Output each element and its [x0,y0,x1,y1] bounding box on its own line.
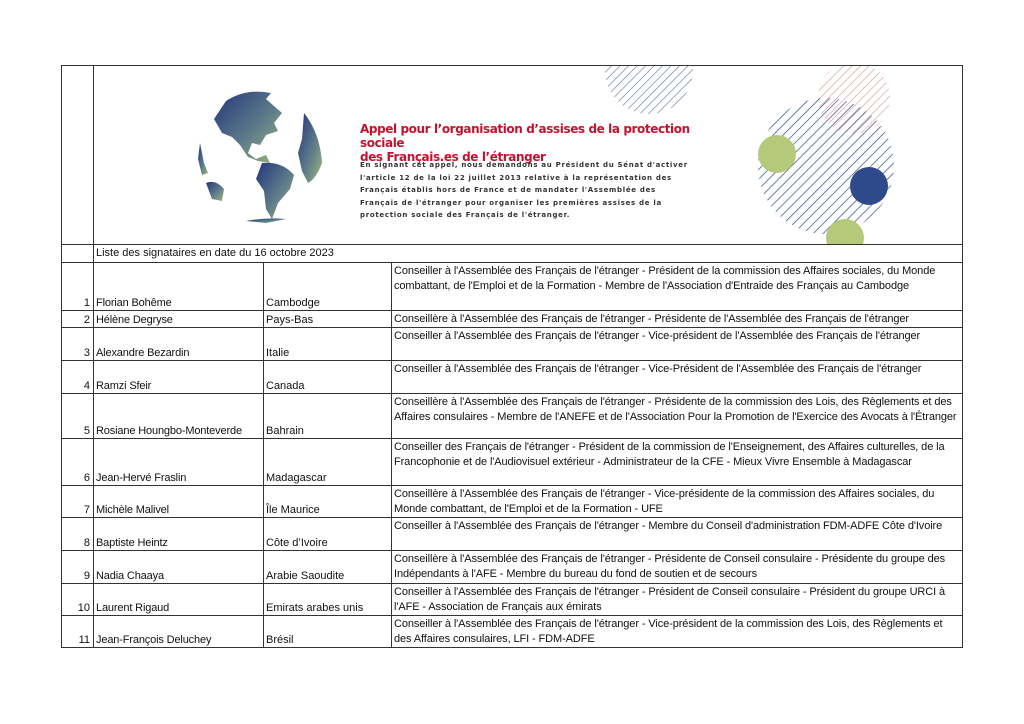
signatory-role: Conseillère à l'Assemblée des Français de l'étranger - Présidente de l'Assemblée des Français de l'étranger [392,311,963,328]
row-number: 1 [62,263,94,311]
signatory-country: Île Maurice [264,486,392,518]
signatory-role: Conseiller à l'Assemblée des Français de l'étranger - Vice-président de l'Assemblée des Français de l'étranger [392,328,963,361]
table-row [62,486,963,518]
signatory-country: Canada [264,361,392,394]
banner-cell [94,66,963,245]
table-row [62,439,963,486]
table-row [62,361,963,394]
signatory-name: Florian Bohême [94,263,264,311]
signatory-name: Alexandre Bezardin [94,328,264,361]
signatories-table [61,65,963,648]
table-row [62,551,963,584]
banner [94,66,962,244]
table-row [62,518,963,551]
banner-description: En signant cet appel, nous demandons au Président du Sénat d'activer l'article 12 de la loi 22 juillet 2013 relative à la représentation des Français établis hors de France et de mandater l'Assemblée des Français de l'étranger pour organiser les premières assises de la protection sociale des Français de l'étranger. [360,161,688,219]
signatory-name: Rosiane Houngbo-Monteverde [94,394,264,439]
banner-row [62,66,963,245]
signatory-role: Conseillère à l'Assemblée des Français de l'étranger - Présidente de la commission des Lois, des Règlements et des Affaires consulaires - Membre de l'ANEFE et de l'Association Pour la Promotion de l'Exercice des Avocats à l'Étranger [392,394,963,439]
table-row [62,584,963,616]
row-number: 6 [62,439,94,486]
signatory-role: Conseillère à l'Assemblée des Français de l'étranger - Présidente de Conseil consulaire - Présidente du groupe des Indépendants à l'AFE - Membre du bureau du fond de soutien et de secours [392,551,963,584]
row-number: 2 [62,311,94,328]
signatory-country: Brésil [264,616,392,648]
row-number: 3 [62,328,94,361]
signatory-role: Conseiller à l'Assemblée des Français de l'étranger - Président de la commission des Affaires sociales, du Monde combattant, de l'Emploi et de la Formation - Membre de l'Association d'Entraide des Français au Cambodge [392,263,963,311]
signatory-role: Conseillère à l'Assemblée des Français de l'étranger - Vice-présidente de la commission des Affaires sociales, du Monde combattant, de l'Emploi et de la Formation - UFE [392,486,963,518]
signatories-sheet [61,65,962,648]
table-row [62,394,963,439]
row-number: 8 [62,518,94,551]
signatory-role: Conseiller à l'Assemblée des Français de l'étranger - Vice-président de la commission des Lois, des Règlements et des Affaires consulaires, LFI - FDM-ADFE [392,616,963,648]
row-number: 10 [62,584,94,616]
signatory-country: Italie [264,328,392,361]
signatory-role: Conseiller à l'Assemblée des Français de l'étranger - Membre du Conseil d'administration FDM-ADFE Côte d'Ivoire [392,518,963,551]
signatory-name: Hélène Degryse [94,311,264,328]
row-number: 4 [62,361,94,394]
signatory-country: Madagascar [264,439,392,486]
row-number: 11 [62,616,94,648]
caption-row [62,245,963,263]
globe-icon [186,83,331,228]
banner-empty-cell [62,66,94,245]
signatory-role: Conseiller des Français de l'étranger - Président de la commission de l'Enseignement, des Affaires culturelles, de la Francophonie et de l'Audiovisuel extérieur - Administrateur de la CFE - Mieux Vivre Ensemble à Madagascar [392,439,963,486]
table-row [62,328,963,361]
signatory-country: Cambodge [264,263,392,311]
signatory-name: Nadia Chaaya [94,551,264,584]
banner-title-line-2: des Français.es de l’étranger [360,150,546,164]
caption-empty-cell [62,245,94,263]
signatory-name: Jean-Hervé Fraslin [94,439,264,486]
table-row [62,311,963,328]
row-number: 5 [62,394,94,439]
signatory-name: Michèle Malivel [94,486,264,518]
signatory-name: Jean-François Deluchey [94,616,264,648]
signatory-role: Conseiller à l'Assemblée des Français de l'étranger - Président de Conseil consulaire - Président du groupe URCI à l'AFE - Association de Français aux émirats [392,584,963,616]
signatory-name: Baptiste Heintz [94,518,264,551]
signatory-country: Pays-Bas [264,311,392,328]
signatory-role: Conseiller à l'Assemblée des Français de l'étranger - Vice-Président de l'Assemblée des Français de l'étranger [392,361,963,394]
row-number: 9 [62,551,94,584]
row-number: 7 [62,486,94,518]
banner-title [360,122,690,164]
signatory-country: Emirats arabes unis [264,584,392,616]
signatory-country: Côte d’Ivoire [264,518,392,551]
table-row [62,263,963,311]
signatory-name: Laurent Rigaud [94,584,264,616]
signatory-name: Ramzi Sfeir [94,361,264,394]
signatory-country: Bahrain [264,394,392,439]
table-row [62,616,963,648]
banner-title-line-1: Appel pour l’organisation d’assises de la protection sociale [360,122,690,150]
signatory-country: Arabie Saoudite [264,551,392,584]
caption-text: Liste des signataires en date du 16 octobre 2023 [94,245,963,263]
